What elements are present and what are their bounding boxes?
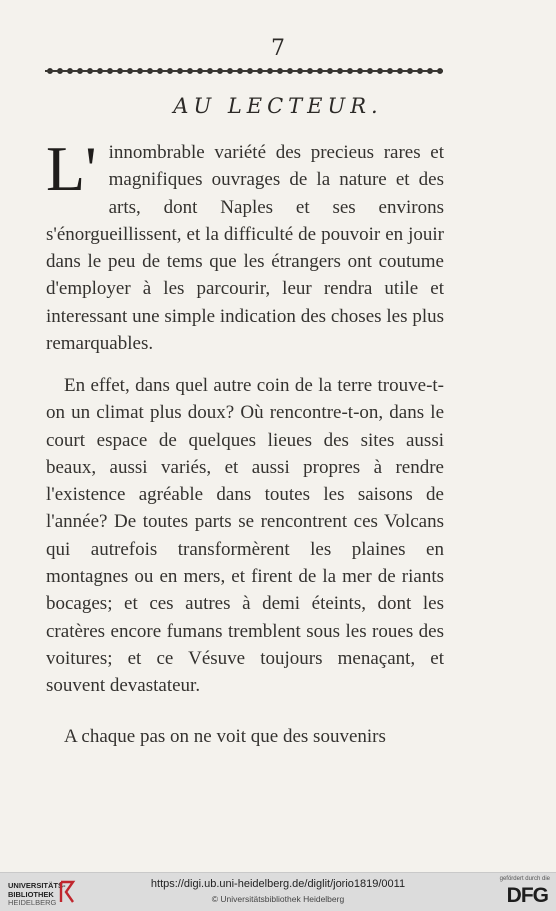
page-heading: AU LECTEUR. bbox=[173, 94, 383, 118]
permalink-url[interactable]: https://digi.ub.uni-heidelberg.de/diglit/jorio1819/0011 bbox=[150, 878, 406, 890]
paragraph-1-text: innombrable variété des precieus rares et magnifiques ouvrages de la nature et des arts, dont Naples et ses environs s'énorgueillissent, et la difficulté de pouvoir en jouir dans le peu de tems que les étrangers ont coutume d'employer à les parcourir, leur rendra utile et interessant une simple indication des choses les plus remarquables. bbox=[46, 142, 444, 355]
dfg-caption: gefördert durch die bbox=[499, 876, 550, 882]
page-number: 7 bbox=[271, 36, 285, 61]
viewer-footer bbox=[0, 872, 556, 911]
paragraph-2: En effet, dans quel autre coin de la terre trouve-t-on un climat plus doux? Où rencontre-t-on, dans le court espace de quelques lieues des sites aussi beaux, aussi variés, et aussi propres à rendre l'existence agréable dans toutes les saisons de l'année? De toutes parts se rencontrent ces Volcans qui autrefois transformèrent les plaines en montagnes ou en mers, et firent de la mer de riants bocages; et ces autres à demi éteints, dont les cratères encore fumans tremblent sous les roues des voitures; et ce Vésuve toujours menaçant, et souvent devastateur. bbox=[46, 375, 444, 697]
library-name-line-3: HEIDELBERG bbox=[8, 898, 57, 907]
library-name-line-2: BIBLIOTHEK bbox=[8, 889, 54, 899]
dfg-logo[interactable]: DFG bbox=[506, 884, 548, 907]
paragraph-3: A chaque pas on ne voit que des souvenirs bbox=[64, 726, 386, 747]
drop-cap: L' bbox=[46, 133, 97, 204]
copyright-notice: © Universitätsbibliothek Heidelberg bbox=[211, 894, 345, 904]
paragraph-1 bbox=[46, 133, 444, 357]
ornamental-rule bbox=[45, 64, 443, 78]
library-name-line-1: UNIVERSITÄTS- bbox=[8, 881, 66, 890]
